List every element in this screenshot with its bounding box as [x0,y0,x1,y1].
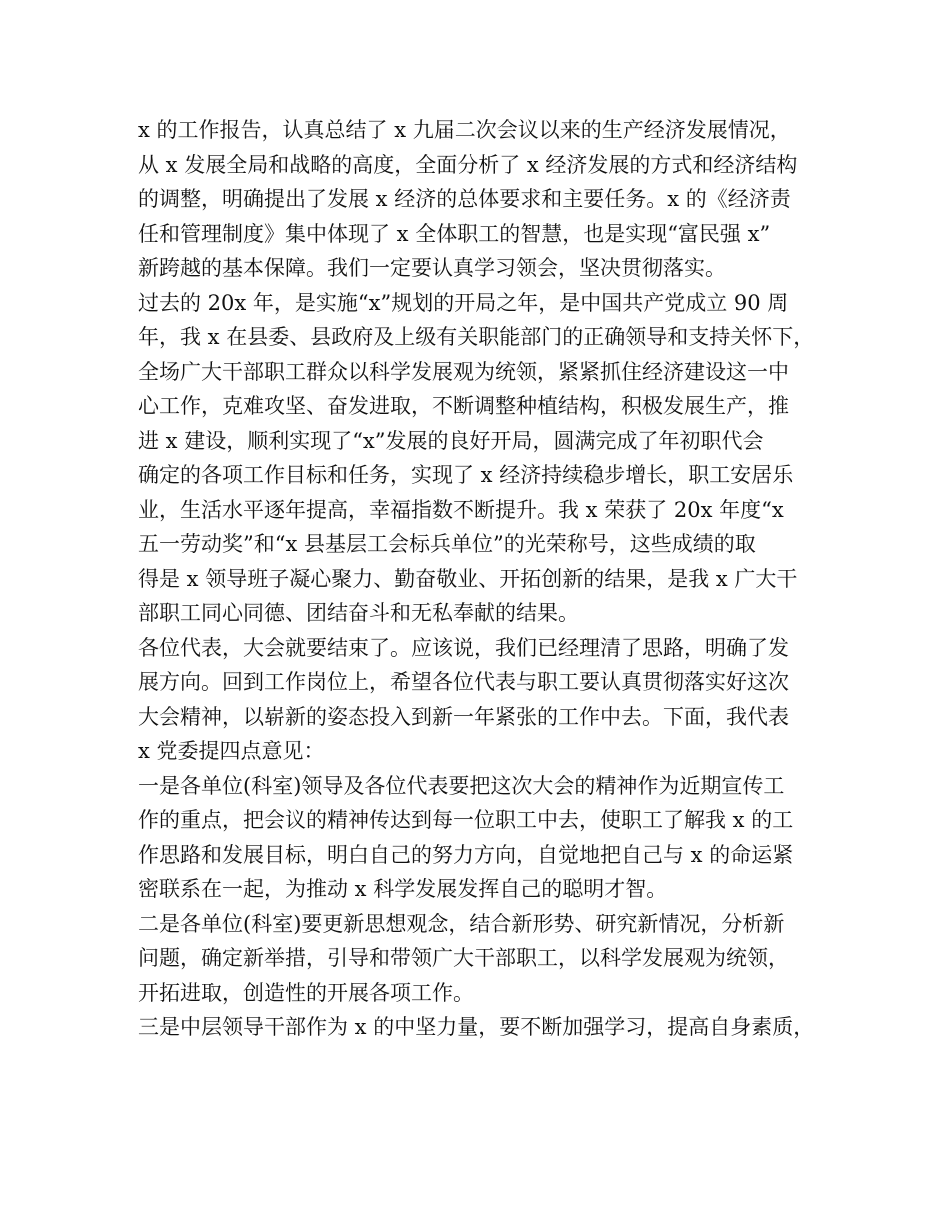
text-line: 展方向。回到工作岗位上，希望各位代表与职工要认真贯彻落实好这次 [138,670,789,694]
text-line: 确定的各项工作目标和任务，实现了 x 经济持续稳步增长，职工安居乐 [138,463,794,487]
text-line: 五一劳动奖”和“x 县基层工会标兵单位”的光荣称号，这些成绩的取 [138,532,756,556]
text-line: x 的工作报告，认真总结了 x 九届二次会议以来的生产经济发展情况， [138,118,791,142]
text-line: 进 x 建设，顺利实现了“x”发展的良好开局，圆满完成了年初职代会 [138,428,764,453]
text-line: 新跨越的基本保障。我们一定要认真学习领会，坚决贯彻落实。 [138,256,726,280]
document-body [138,113,828,1045]
text-line: 开拓进取，创造性的开展各项工作。 [138,980,474,1005]
text-line: 得是 x 领导班子凝心聚力、勤奋敬业、开拓创新的结果，是我 x 广大干 [138,566,798,591]
text-line: 年，我 x 在县委、县政府及上级有关职能部门的正确领导和支持关怀下， [138,325,815,349]
text-line: 作的重点，把会议的精神传达到每一位职工中去，使职工了解我 x 的工 [138,808,794,832]
text-line: 从 x 发展全局和战略的高度，全面分析了 x 经济发展的方式和经济结构 [138,152,798,177]
text-line: 心工作，克难攻坚、奋发进取，不断调整种植结构，积极发展生产，推 [138,394,789,418]
text-line: 一是各单位(科室)领导及各位代表要把这次大会的精神作为近期宣传工 [138,773,785,798]
text-line: 业，生活水平逐年提高，幸福指数不断提升。我 x 荣获了 20x 年度“x [138,497,784,522]
text-line: 密联系在一起，为推动 x 科学发展发挥自己的聪明才智。 [138,877,668,901]
text-line: 各位代表，大会就要结束了。应该说，我们已经理清了思路，明确了发 [138,635,789,660]
text-line: 过去的 20x 年，是实施“x”规划的开局之年，是中国共产党成立 90 周 [138,290,789,315]
text-line: 部职工同心同德、团结奋斗和无私奉献的结果。 [138,601,579,625]
text-line: 问题，确定新举措，引导和带领广大干部职工，以科学发展观为统领， [138,946,789,970]
text-line: 全场广大干部职工群众以科学发展观为统领，紧紧抓住经济建设这一中 [138,359,789,384]
text-line: 大会精神，以崭新的姿态投入到新一年紧张的工作中去。下面，我代表 [138,704,789,729]
text-line: 的调整，明确提出了发展 x 经济的总体要求和主要任务。x 的《经济责 [138,187,791,211]
text-line: 作思路和发展目标，明白自己的努力方向，自觉地把自己与 x 的命运紧 [138,842,794,867]
text-line: 三是中层领导干部作为 x 的中坚力量，要不断加强学习，提高自身素质， [138,1015,815,1039]
text-line: x 党委提四点意见： [138,739,325,763]
text-line: 二是各单位(科室)要更新思想观念，结合新形势、研究新情况，分析新 [138,911,785,936]
text-line: 任和管理制度》集中体现了 x 全体职工的智慧，也是实现“富民强 x” [138,221,771,246]
